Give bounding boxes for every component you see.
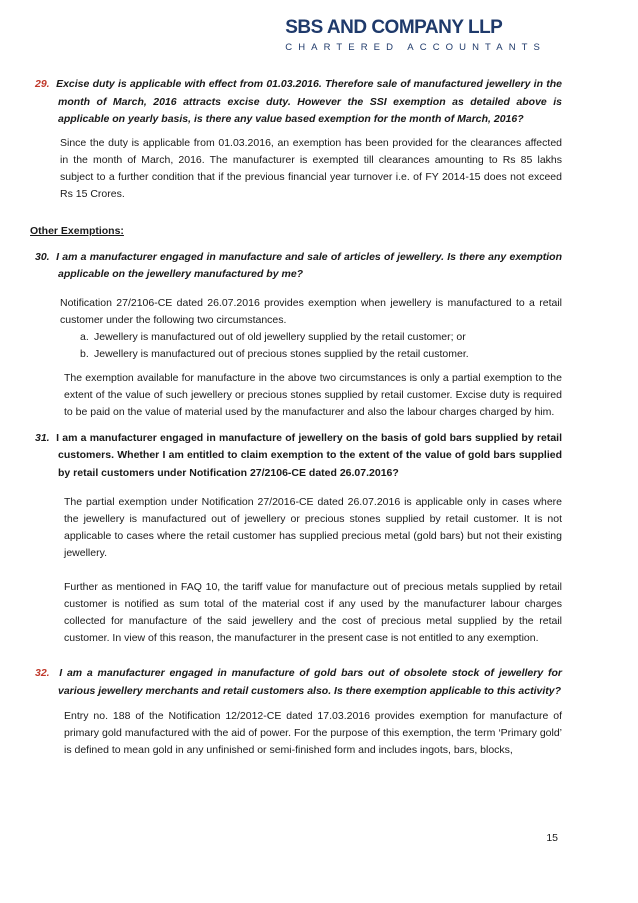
answer-29: Since the duty is applicable from 01.03.2016, an exemption has been provided for the clearances affected in the month of March, 2016. The manufacturer is exempted till clearances amounting to Rs 85 lakhs subject to a further condition that if the previous financial year turnover i.e. of FY 2014-15 does not exceed Rs 15 Crores. — [60, 136, 562, 200]
answer-30-intro: Notification 27/2106-CE dated 26.07.2016 provides exemption when jewellery is manufactured to a retail customer under the following two circumstances. — [60, 296, 562, 326]
logo-company-name: SBS AND COMPANY LLP — [285, 17, 503, 38]
answer-32: Entry no. 188 of the Notification 12/2012-CE dated 17.03.2016 provides exemption for manufacture of primary gold manufactured with the aid of power. For the purpose of this exemption, the term ‘Primary gold’ is defined to mean gold in any unfinished or semi-finished form and includes ingots, bars, blocks, — [64, 710, 562, 756]
exemption-list — [60, 329, 562, 363]
question-text: I am a manufacturer engaged in manufacture and sale of articles of jewellery. Is there any exemption applicable on the jewellery manufactured by me? — [56, 250, 562, 280]
page-number: 15 — [546, 832, 558, 844]
answer-31-part2: Further as mentioned in FAQ 10, the tariff value for manufacture out of precious metals supplied by retail customer is notified as sum total of the material cost if any used by the manufacturer labour charges collected for manufacture of the said jewellery and the cost of precious metal supplied by the retail customer. In view of this reason, the manufacturer in the present case is not entitled to any exemption. — [64, 581, 562, 644]
question-31 — [30, 430, 562, 483]
question-number: 30. — [35, 250, 50, 263]
question-number: 29. — [35, 78, 50, 90]
company-logo — [285, 18, 546, 53]
list-marker: b. — [80, 347, 89, 360]
answer-31-part1: The partial exemption under Notification 27/2016-CE dated 26.07.2016 is applicable only in cases where the jewellery is manufactured out of jewellery or precious stones supplied by retail customer. It is not applicable to cases where the retail customer has supplied precious metal (gold bars) but not their existing jewellery. — [64, 496, 562, 559]
list-item-text: Jewellery is manufactured out of precious stones supplied by the retail customer. — [94, 347, 469, 360]
section-heading: Other Exemptions: — [30, 224, 124, 237]
list-item — [60, 329, 562, 346]
question-text: Excise duty is applicable with effect from 01.03.2016. Therefore sale of manufactured jewellery in the month of March, 2016 attracts excise duty. However the SSI exemption as detailed above is applicable on yearly basis, is there any value based exemption for the month of March, 2016? — [56, 78, 562, 125]
question-number: 31. — [35, 431, 50, 444]
question-32 — [30, 665, 562, 700]
question-text: I am a manufacturer engaged in manufacture of jewellery on the basis of gold bars supplied by retail customers. Whether I am entitled to claim exemption to the extent of the value of gold bars supplied by retail customers under Notification 27/2106-CE dated 26.07.2016? — [56, 431, 562, 479]
logo-tagline: CHARTERED ACCOUNTANTS — [285, 42, 546, 53]
question-text: I am a manufacturer engaged in manufacture of gold bars out of obsolete stock of jewellery for various jewellery merchants and retail customers also. Is there exemption applicable to this activity? — [58, 667, 562, 697]
document-body — [30, 76, 562, 759]
answer-30-rest: The exemption available for manufacture in the above two circumstances is only a partial exemption to the extent of the value of such jewellery or precious stones supplied by retail customer. Excise duty is required to be paid on the value of material used by the manufacturer and also the labour charges charged by him. — [64, 371, 562, 418]
list-item — [60, 346, 562, 363]
list-marker: a. — [80, 330, 89, 343]
question-30 — [30, 249, 562, 284]
list-item-text: Jewellery is manufactured out of old jewellery supplied by the retail customer; or — [94, 330, 466, 343]
question-29 — [30, 76, 562, 129]
question-number: 32. — [35, 667, 50, 679]
